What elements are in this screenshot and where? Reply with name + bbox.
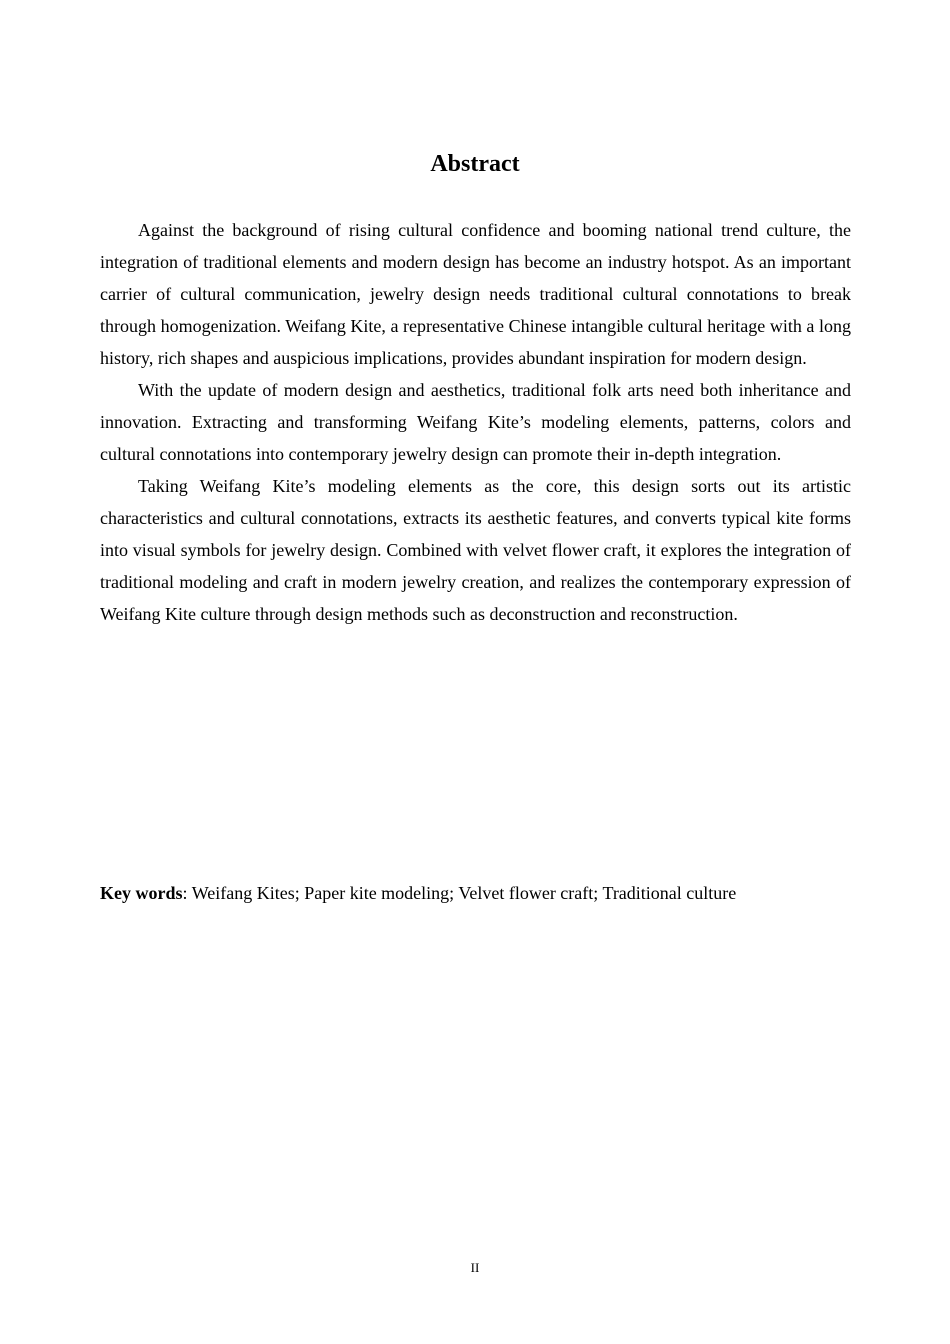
abstract-paragraph-1: Against the background of rising cultural confidence and booming national trend culture, the integration of traditional elements and modern design has become an industry hotspot. As an important carrier of cultural communication, jewelry design needs traditional cultural connotations to break through homogenization. Weifang Kite, a representative Chinese intangible cultural heritage with a long history, rich shapes and auspicious implications, provides abundant inspiration for modern design. <box>100 220 851 368</box>
keywords-label: Key words <box>100 883 183 903</box>
abstract-paragraph-2: With the update of modern design and aesthetics, traditional folk arts need both inheritance and innovation. Extracting and transforming Weifang Kite’s modeling elements, patterns, colors and cultural connotations into contemporary jewelry design can promote their in-depth integration. <box>100 380 851 464</box>
abstract-title: Abstract <box>430 151 520 177</box>
abstract-paragraph-3: Taking Weifang Kite’s modeling elements as the core, this design sorts out its artistic characteristics and cultural connotations, extracts its aesthetic features, and converts typical kite forms into visual symbols for jewelry design. Combined with velvet flower craft, it explores the integration of traditional modeling and craft in modern jewelry creation, and realizes the contemporary expression of Weifang Kite culture through design methods such as deconstruction and reconstruction. <box>100 476 851 624</box>
keywords-text: Weifang Kites; Paper kite modeling; Velvet flower craft; Traditional culture <box>191 883 737 903</box>
abstract-body <box>100 214 851 630</box>
keywords-separator: : <box>182 883 192 903</box>
keywords-line <box>100 877 851 909</box>
page-number: II <box>470 1260 480 1275</box>
